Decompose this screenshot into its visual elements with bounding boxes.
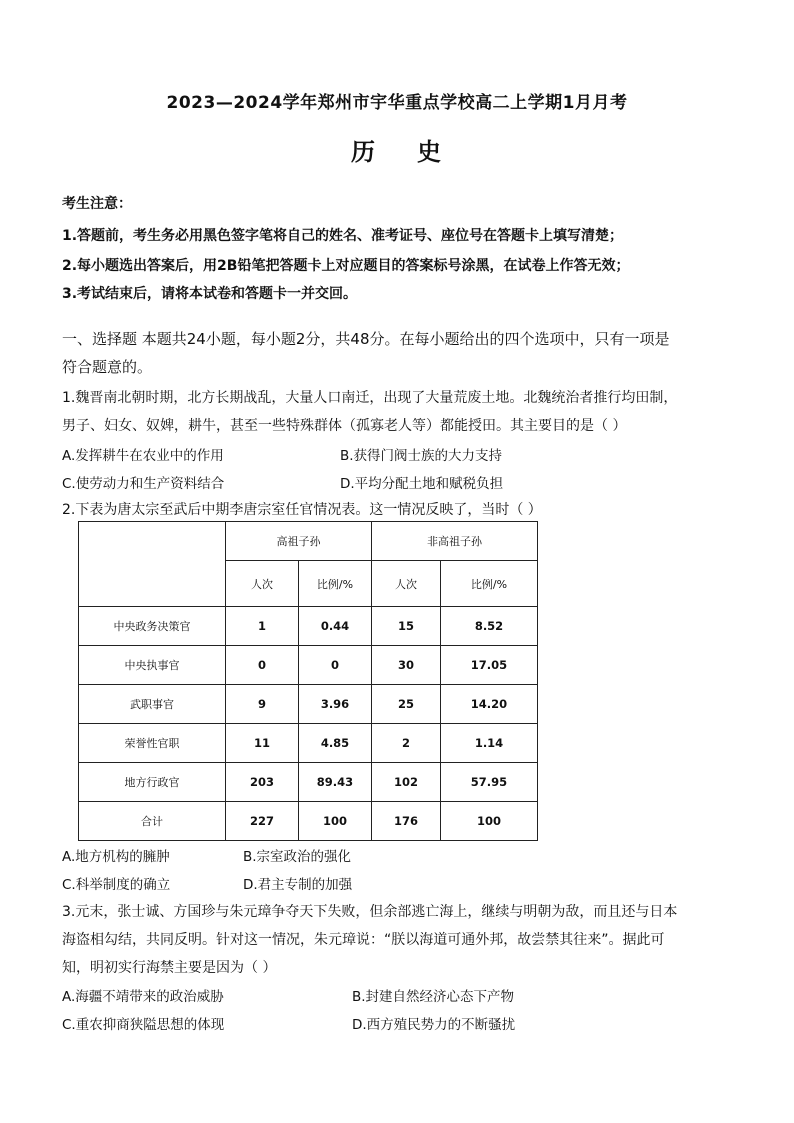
table-cell: 15 — [372, 607, 441, 646]
table-cell: 176 — [372, 802, 441, 841]
sub-header-count-2: 人次 — [372, 561, 441, 607]
table-cell: 2 — [372, 724, 441, 763]
table-cell: 0 — [226, 646, 299, 685]
table-cell: 203 — [226, 763, 299, 802]
q3-stem-line2: 海盗相勾结，共同反明。针对这一情况，朱元璋说：“朕以海道可通外邦，故尝禁其往来”。据此可 — [62, 932, 665, 948]
table-cell: 1.14 — [441, 724, 538, 763]
section-instruction-line2: 符合题意的。 — [62, 358, 153, 376]
q1-stem-line1: 1.魏晋南北朝时期，北方长期战乱，大量人口南迁，出现了大量荒废土地。北魏统治者推行均田制， — [62, 390, 678, 406]
notice-item-3: 3.考试结束后，请将本试卷和答题卡一并交回。 — [62, 286, 358, 302]
q3-stem-line1: 3.元末，张士诚、方国珍与朱元璋争夺天下失败，但余部逃亡海上，继续与明朝为敌，而且还与日本 — [62, 904, 678, 920]
q1-option-b: B.获得门阀士族的大力支持 — [340, 448, 503, 464]
table-cell: 89.43 — [299, 763, 372, 802]
subject-title: 历史 — [351, 138, 483, 166]
q3-stem-line3: 知，明初实行海禁主要是因为（ ） — [62, 960, 277, 976]
table-cell: 100 — [441, 802, 538, 841]
q3-option-c: C.重农抑商狭隘思想的体现 — [62, 1017, 225, 1033]
table-row — [79, 607, 538, 646]
table-cell: 9 — [226, 685, 299, 724]
table-row — [79, 685, 538, 724]
exam-title: 2023—2024学年郑州市宇华重点学校高二上学期1月月考 — [166, 93, 628, 113]
row-label: 中央政务决策官 — [79, 607, 226, 646]
q2-option-a: A.地方机构的臃肿 — [62, 849, 170, 865]
notice-item-1: 1.答题前，考生务必用黑色签字笔将自己的姓名、准考证号、座位号在答题卡上填写清楚； — [62, 228, 624, 244]
table-cell: 25 — [372, 685, 441, 724]
q2-option-b: B.宗室政治的强化 — [243, 849, 352, 865]
table-cell: 0.44 — [299, 607, 372, 646]
q2-stem: 2.下表为唐太宗至武后中期李唐宗室任官情况表。这一情况反映了，当时（ ） — [62, 502, 542, 518]
table-cell: 100 — [299, 802, 372, 841]
q2-option-c: C.科举制度的确立 — [62, 877, 171, 893]
q1-option-d: D.平均分配土地和赋税负担 — [340, 476, 504, 492]
table-cell: 8.52 — [441, 607, 538, 646]
notice-heading: 考生注意： — [62, 196, 132, 212]
row-label: 中央执事官 — [79, 646, 226, 685]
official-posts-table — [78, 521, 538, 841]
group-header-gaozu: 高祖子孙 — [226, 522, 372, 561]
table-row — [79, 646, 538, 685]
table-cell: 102 — [372, 763, 441, 802]
q3-option-d: D.西方殖民势力的不断骚扰 — [352, 1017, 516, 1033]
table-cell: 3.96 — [299, 685, 372, 724]
row-label: 荣誉性官职 — [79, 724, 226, 763]
row-label: 合计 — [79, 802, 226, 841]
q1-option-c: C.使劳动力和生产资料结合 — [62, 476, 225, 492]
sub-header-ratio-2: 比例/% — [441, 561, 538, 607]
table-cell: 11 — [226, 724, 299, 763]
table-cell: 17.05 — [441, 646, 538, 685]
sub-header-count-1: 人次 — [226, 561, 299, 607]
q3-option-b: B.封建自然经济心态下产物 — [352, 989, 515, 1005]
q2-option-d: D.君主专制的加强 — [243, 877, 353, 893]
row-label: 武职事官 — [79, 685, 226, 724]
table-cell: 14.20 — [441, 685, 538, 724]
table-cell: 0 — [299, 646, 372, 685]
table-row — [79, 802, 538, 841]
q1-stem-line2: 男子、妇女、奴婢，耕牛，甚至一些特殊群体（孤寡老人等）都能授田。其主要目的是（ ） — [62, 418, 627, 434]
sub-header-ratio-1: 比例/% — [299, 561, 372, 607]
table-cell: 4.85 — [299, 724, 372, 763]
table-row — [79, 724, 538, 763]
table-cell: 30 — [372, 646, 441, 685]
group-header-non-gaozu: 非高祖子孙 — [372, 522, 538, 561]
table-corner-cell — [79, 522, 226, 607]
table-row — [79, 763, 538, 802]
table-cell: 57.95 — [441, 763, 538, 802]
q1-option-a: A.发挥耕牛在农业中的作用 — [62, 448, 224, 464]
row-label: 地方行政官 — [79, 763, 226, 802]
table-cell: 1 — [226, 607, 299, 646]
notice-item-2: 2.每小题选出答案后，用2B铅笔把答题卡上对应题目的答案标号涂黑，在试卷上作答无效； — [62, 258, 630, 274]
section-instruction-line1: 一、选择题 本题共24小题，每小题2分，共48分。在每小题给出的四个选项中，只有一项是 — [62, 330, 670, 348]
q3-option-a: A.海疆不靖带来的政治威胁 — [62, 989, 224, 1005]
table-cell: 227 — [226, 802, 299, 841]
